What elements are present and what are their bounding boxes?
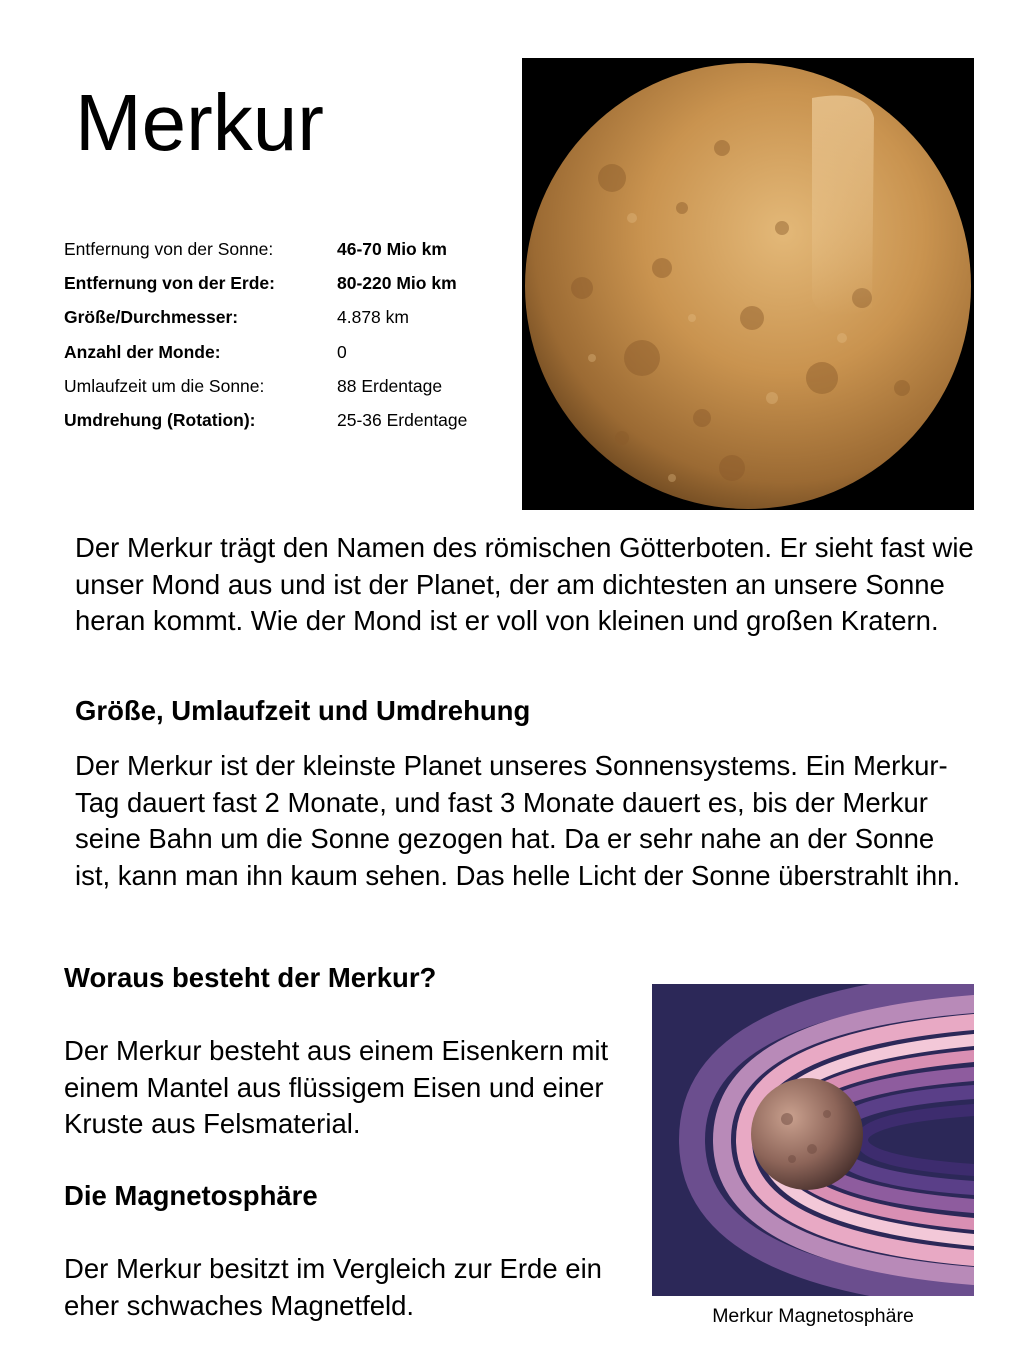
fact-label-moons: Anzahl der Monde: xyxy=(64,341,221,362)
fact-value-diameter: 4.878 km xyxy=(337,307,409,328)
fact-value-rotation: 25-36 Erdentage xyxy=(337,410,468,431)
magnetosphere-heading: Die Magnetosphäre xyxy=(64,1180,318,1211)
composition-heading: Woraus besteht der Merkur? xyxy=(64,962,437,993)
fact-label-diameter: Größe/Durchmesser: xyxy=(64,307,239,328)
size-section-paragraph: Der Merkur ist der kleinste Planet unseres Sonnensystems. Ein Merkur-Tag dauert fast 2 Monate, und fast 3 Monate dauert es, bis der Merkur seine Bahn um die Sonne gezogen hat. Da er sehr nahe an der Sonne ist, kann man ihn kaum sehen. Das helle Licht der Sonne überstrahlt ihn. xyxy=(75,750,961,891)
image-caption: Merkur Magnetosphäre xyxy=(712,1305,914,1327)
magnetosphere-paragraph: Der Merkur besitzt im Vergleich zur Erde ein eher schwaches Magnetfeld. xyxy=(64,1253,602,1321)
composition-paragraph: Der Merkur besteht aus einem Eisenkern mit einem Mantel aus flüssigem Eisen und einer Kruste aus Felsmaterial. xyxy=(64,1035,609,1139)
fact-label-earth-distance: Entfernung von der Erde: xyxy=(64,272,275,293)
fact-table xyxy=(64,232,504,438)
fact-row xyxy=(64,335,504,369)
fact-value-orbit: 88 Erdentage xyxy=(337,375,443,396)
fact-row xyxy=(64,369,504,403)
mercury-planet-image xyxy=(522,58,974,510)
fact-row xyxy=(64,266,504,300)
fact-row xyxy=(64,232,504,266)
fact-row xyxy=(64,301,504,335)
fact-value-moons: 0 xyxy=(337,341,347,362)
fact-label-orbit: Umlaufzeit um die Sonne: xyxy=(64,375,265,396)
fact-value-earth-distance: 80-220 Mio km xyxy=(337,272,457,293)
size-section-heading: Größe, Umlaufzeit und Umdrehung xyxy=(75,695,531,726)
fact-value-sun-distance: 46-70 Mio km xyxy=(337,238,447,259)
magnetosphere-image xyxy=(652,984,974,1296)
page-title: Merkur xyxy=(75,78,324,167)
fact-label-rotation: Umdrehung (Rotation): xyxy=(64,410,256,431)
intro-paragraph: Der Merkur trägt den Namen des römischen Götterboten. Er sieht fast wie unser Mond aus und ist der Planet, der am dichtesten an unsere Sonne heran kommt. Wie der Mond ist er voll von kleinen und großen Kratern. xyxy=(75,532,974,636)
fact-row xyxy=(64,403,504,437)
fact-label-sun-distance: Entfernung von der Sonne: xyxy=(64,238,274,259)
